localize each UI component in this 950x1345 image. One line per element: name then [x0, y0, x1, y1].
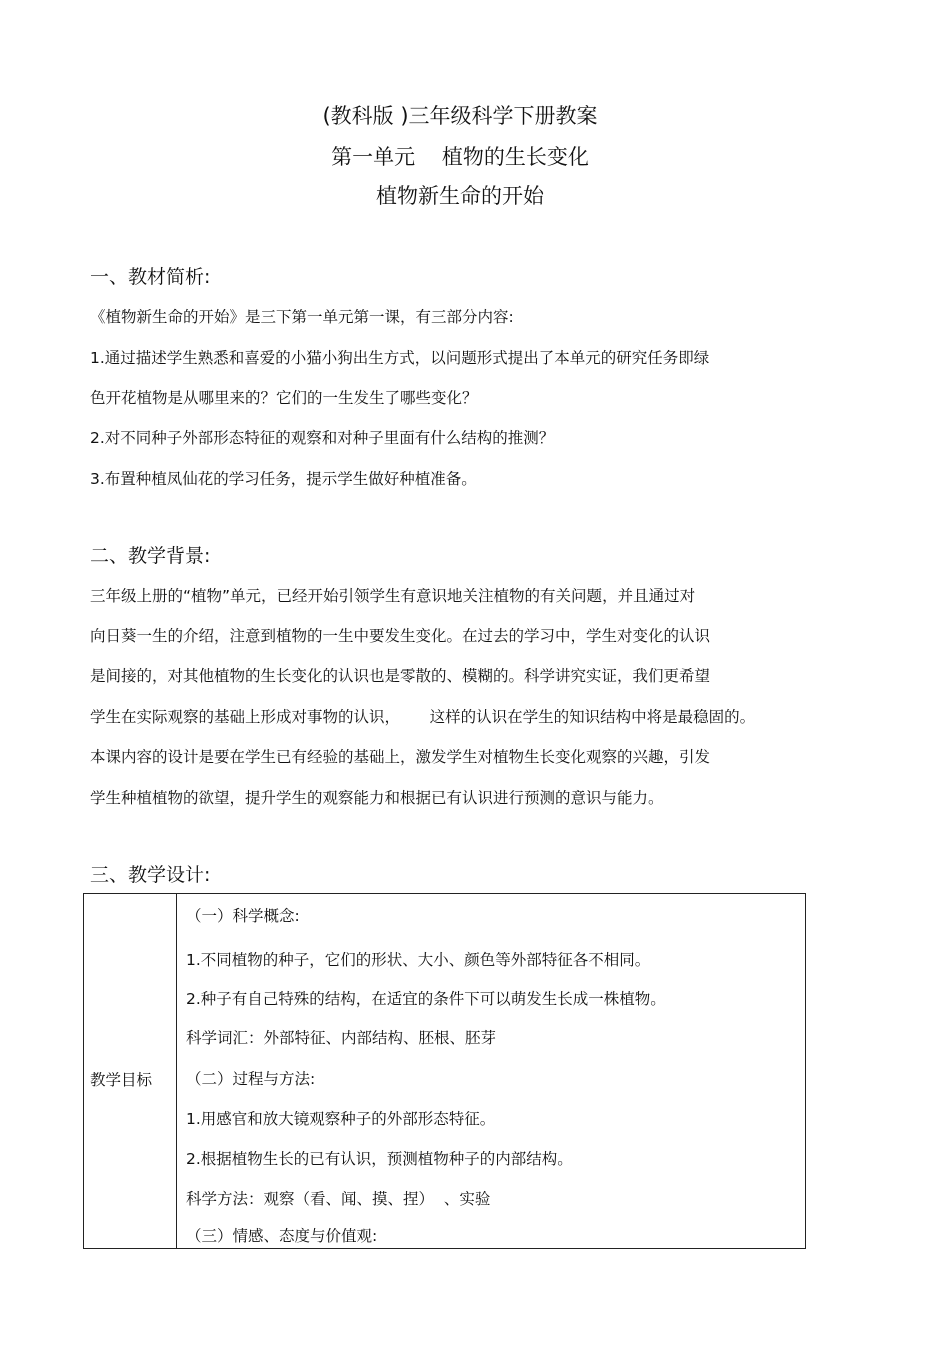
table-cell-line: （一）科学概念:	[186, 907, 300, 925]
section-heading-design: 三、教学设计:	[90, 864, 211, 886]
unit-title: 第一单元 植物的生长变化	[331, 145, 589, 169]
section-heading-background: 二、教学背景:	[90, 545, 211, 567]
table-cell-line: 1.用感官和放大镜观察种子的外部形态特征。	[186, 1110, 496, 1128]
paragraph-line: 2.对不同种子外部形态特征的观察和对种子里面有什么结构的推测？	[90, 429, 555, 447]
table-cell-line: 2.根据植物生长的已有认识，预测植物种子的内部结构。	[186, 1150, 573, 1168]
table-label-cell	[84, 894, 177, 1248]
paragraph-line: 是间接的，对其他植物的生长变化的认识也是零散的、模糊的。科学讲究实证，我们更希望	[90, 667, 711, 685]
table-cell-line: （二）过程与方法:	[186, 1070, 316, 1088]
section-heading-analysis: 一、教材简析:	[90, 266, 211, 288]
paragraph-line: 色开花植物是从哪里来的？它们的一生发生了哪些变化？	[90, 389, 478, 407]
table-cell-line: 2.种子有自己特殊的结构，在适宜的条件下可以萌发生长成一株植物。	[186, 990, 666, 1008]
teaching-design-table	[83, 893, 806, 1249]
paragraph-line: 本课内容的设计是要在学生已有经验的基础上，激发学生对植物生长变化观察的兴趣，引发	[90, 748, 711, 766]
paragraph-line: 1.通过描述学生熟悉和喜爱的小猫小狗出生方式，以问题形式提出了本单元的研究任务即绿	[90, 349, 710, 367]
table-label-goals: 教学目标	[90, 1071, 153, 1089]
table-cell-line: 1.不同植物的种子，它们的形状、大小、颜色等外部特征各不相同。	[186, 951, 651, 969]
paragraph-line: 学生在实际观察的基础上形成对事物的认识， 这样的认识在学生的知识结构中将是最稳固的。	[90, 708, 756, 726]
table-cell-line: （三）情感、态度与价值观:	[186, 1227, 378, 1245]
table-cell-line: 科学词汇：外部特征、内部结构、胚根、胚芽	[186, 1029, 497, 1047]
table-cell-line: 科学方法：观察（看、闻、摸、捏） 、实验	[186, 1190, 491, 1208]
paragraph-line: 学生种植植物的欲望，提升学生的观察能力和根据已有认识进行预测的意识与能力。	[90, 789, 664, 807]
lesson-title: 植物新生命的开始	[376, 184, 544, 208]
paragraph-line: 《植物新生命的开始》是三下第一单元第一课，有三部分内容:	[90, 308, 514, 326]
paragraph-line: 向日葵一生的介绍，注意到植物的一生中要发生变化。在过去的学习中，学生对变化的认识	[90, 627, 711, 645]
paragraph-line: 3.布置种植凤仙花的学习任务，提示学生做好种植准备。	[90, 470, 477, 488]
paragraph-line: 三年级上册的“植物”单元，已经开始引领学生有意识地关注植物的有关问题，并且通过对	[90, 587, 696, 605]
doc-title: (教科版 )三年级科学下册教案	[322, 104, 598, 128]
